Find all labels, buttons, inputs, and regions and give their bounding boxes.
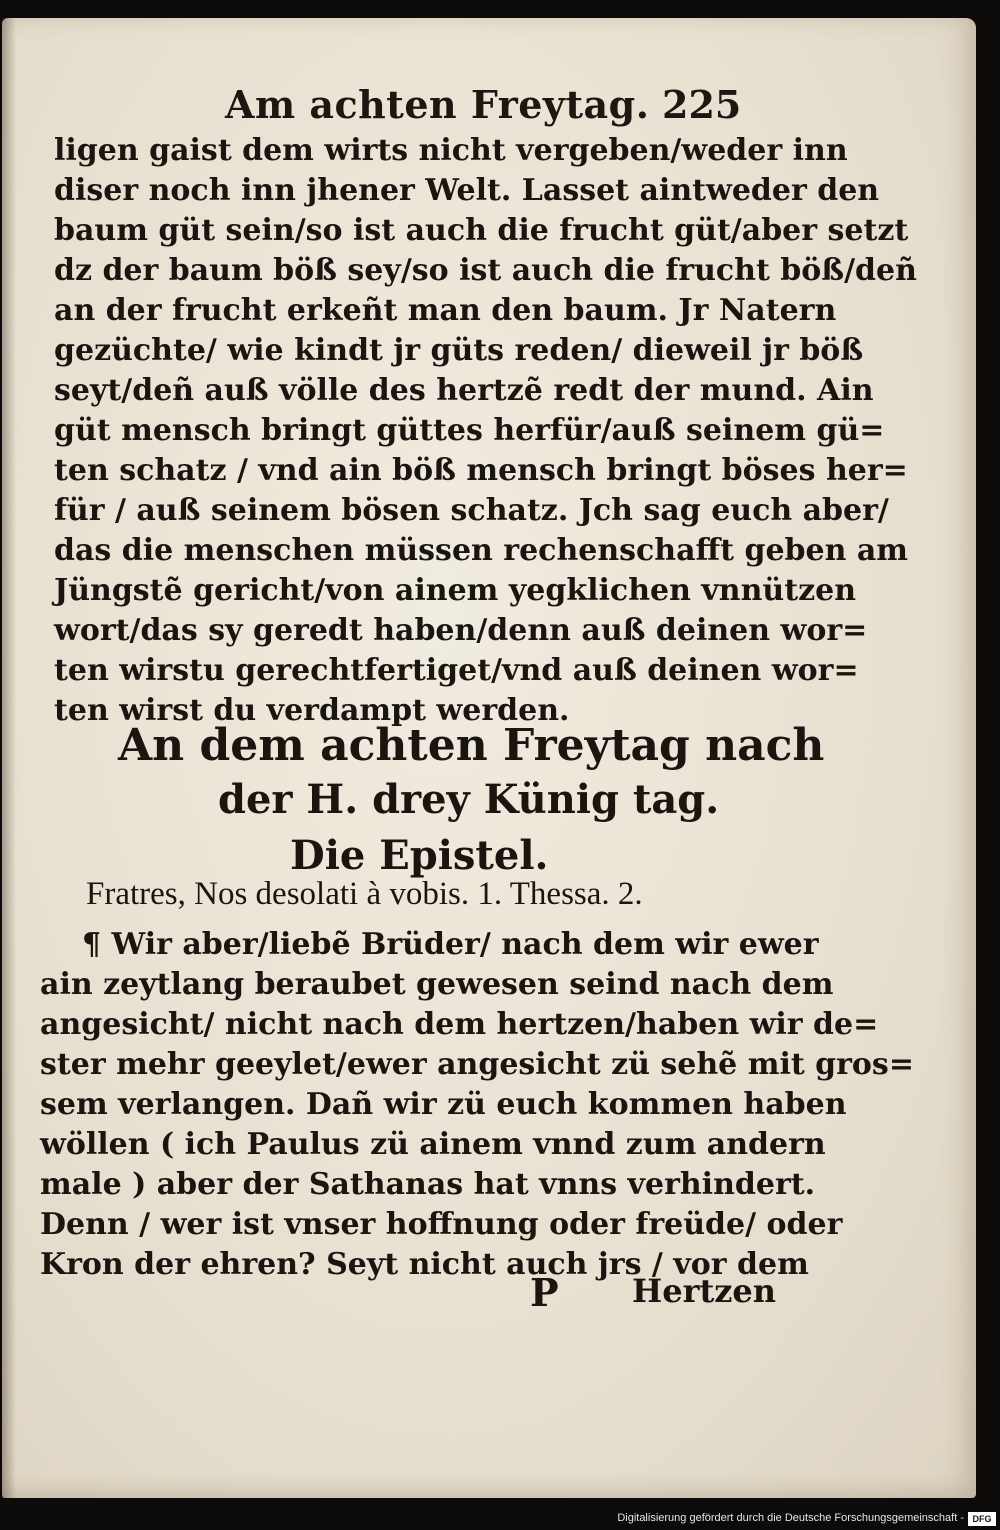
text-line: ain zeytlang beraubet gewesen seind nach dem	[40, 967, 834, 1002]
text-line: diser noch inn jhener Welt. Lasset aintweder den	[54, 173, 880, 208]
text-line: Denn / wer ist vnser hoffnung oder freüde/ oder	[40, 1207, 843, 1242]
text-line: gezüchte/ wie kindt jr güts reden/ dieweil jr böß	[54, 333, 864, 368]
text-line: für / auß seinem bösen schatz. Jch sag euch aber/	[54, 493, 889, 528]
digitization-credit: Digitalisierung gefördert durch die Deutsche Forschungsgemeinschaft -	[617, 1512, 964, 1524]
text-line: güt mensch bringt güttes herfür/auß seinem gü=	[54, 413, 885, 448]
text-line: sem verlangen. Dañ wir zü euch kommen haben	[40, 1087, 847, 1122]
signature-mark: P	[530, 1270, 559, 1315]
text-line: angesicht/ nicht nach dem hertzen/haben wir de=	[40, 1007, 879, 1042]
text-line: ten schatz / vnd ain böß mensch bringt böses her=	[54, 453, 908, 488]
text-line: baum güt sein/so ist auch die frucht güt/aber setzt	[54, 213, 909, 248]
page-number: 225	[662, 82, 742, 127]
text-line: dz der baum böß sey/so ist auch die frucht böß/deñ	[54, 253, 917, 288]
text-line: Kron der ehren? Seyt nicht auch jrs / vor dem	[40, 1247, 809, 1282]
running-head: Am achten Freytag.	[225, 82, 650, 127]
text-line: ligen gaist dem wirts nicht vergeben/weder inn	[54, 133, 848, 168]
text-line: ¶ Wir aber/liebẽ Brüder/ nach dem wir ewer	[82, 927, 819, 962]
catchword: Hertzen	[632, 1272, 777, 1310]
dfg-logo: DFG	[968, 1512, 996, 1526]
text-line: male ) aber der Sathanas hat vnns verhindert.	[40, 1167, 816, 1202]
latin-incipit: Fratres, Nos desolati à vobis. 1. Thessa. 2.	[86, 876, 643, 912]
text-line: seyt/deñ auß völle des hertzẽ redt der mund. Ain	[54, 373, 874, 408]
text-line: wort/das sy geredt haben/denn auß deinen wor=	[54, 613, 868, 648]
section-heading: An dem achten Freytag nach	[118, 720, 825, 771]
section-subheading: der H. drey Künig tag.	[218, 776, 720, 823]
page-gutter-shadow	[2, 18, 16, 1498]
text-line: an der frucht erkeñt man den baum. Jr Natern	[54, 293, 837, 328]
text-line: ten wirstu gerechtfertiget/vnd auß deinen wor=	[54, 653, 859, 688]
text-line: das die menschen müssen rechenschafft geben am	[54, 533, 909, 568]
epistle-title: Die Epistel.	[290, 832, 549, 879]
text-line: ster mehr geeylet/ewer angesicht zü sehẽ mit gros=	[40, 1047, 914, 1082]
text-line: ten wirst du verdampt werden.	[54, 693, 570, 728]
text-line: wöllen ( ich Paulus zü ainem vnnd zum andern	[40, 1127, 826, 1162]
text-line: Jüngstẽ gericht/von ainem yegklichen vnnützen	[54, 573, 857, 608]
